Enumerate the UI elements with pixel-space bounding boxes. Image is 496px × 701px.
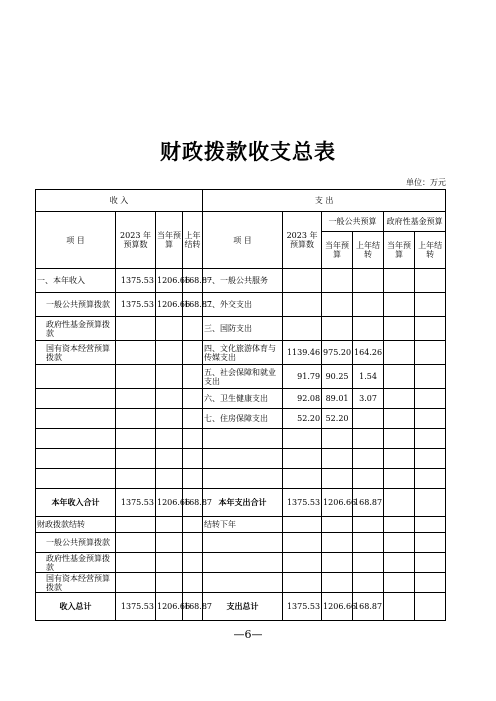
table-cell [322, 469, 353, 489]
table-cell: 三、国防支出 [203, 317, 283, 341]
table-cell [353, 317, 384, 341]
table-cell: 975.20 [322, 341, 353, 365]
table-cell [116, 317, 156, 341]
table-cell [384, 365, 415, 389]
table-cell: 168.87 [353, 593, 384, 621]
table-row [36, 269, 446, 293]
table-cell: 五、社会保障和就业支出 [203, 365, 283, 389]
table-row [36, 341, 446, 365]
table-cell [156, 469, 183, 489]
table-row [36, 533, 446, 553]
table-cell [116, 409, 156, 429]
table-cell [116, 533, 156, 553]
table-cell [322, 573, 353, 593]
table-cell [353, 449, 384, 469]
table-cell [116, 365, 156, 389]
table-cell [384, 489, 415, 517]
table-row [36, 449, 446, 469]
table-cell: 89.01 [322, 389, 353, 409]
table-cell [36, 365, 116, 389]
table-cell: 1206.66 [156, 593, 183, 621]
table-cell [384, 389, 415, 409]
table-cell: 1206.66 [156, 269, 183, 293]
table-cell: 52.20 [322, 409, 353, 429]
table-cell [384, 553, 415, 573]
table-cell [415, 429, 446, 449]
table-cell [156, 365, 183, 389]
table-cell [283, 517, 322, 533]
table-cell [203, 573, 283, 593]
table-cell [156, 429, 183, 449]
general-current-header: 当年预算 [322, 232, 353, 269]
table-cell: 168.87 [183, 293, 203, 317]
table-cell: 本年支出合计 [203, 489, 283, 517]
table-cell: 国有资本经营预算拨款 [36, 341, 116, 365]
expense-budget-header: 2023 年预算数 [283, 212, 322, 269]
table-cell [283, 293, 322, 317]
table-cell [384, 341, 415, 365]
page-title: 财政拨款收支总表 [160, 139, 336, 164]
table-cell [384, 469, 415, 489]
table-cell [283, 269, 322, 293]
page-number: —6— [233, 628, 263, 641]
table-row [36, 389, 446, 409]
table-cell: 1375.53 [116, 293, 156, 317]
fund-current-header: 当年预算 [384, 232, 415, 269]
table-cell [36, 409, 116, 429]
table-cell [183, 365, 203, 389]
table-cell [183, 553, 203, 573]
table-cell [384, 533, 415, 553]
table-cell [156, 553, 183, 573]
expense-item-header: 项 目 [203, 212, 283, 269]
table-row [36, 489, 446, 517]
table-cell: 1375.53 [283, 593, 322, 621]
table-cell [183, 573, 203, 593]
table-cell: 一般公共预算拨款 [36, 533, 116, 553]
table-cell: 1206.66 [156, 489, 183, 517]
table-cell [203, 469, 283, 489]
table-cell [384, 573, 415, 593]
table-cell: 164.26 [353, 341, 384, 365]
table-cell [183, 533, 203, 553]
table-cell [183, 449, 203, 469]
table-cell [36, 389, 116, 409]
table-row [36, 573, 446, 593]
table-cell [322, 449, 353, 469]
table-cell [203, 429, 283, 449]
table-cell [353, 517, 384, 533]
table-cell [384, 517, 415, 533]
table-cell [116, 341, 156, 365]
table-cell [353, 293, 384, 317]
table-cell: 政府性基金预算拨款 [36, 553, 116, 573]
fund-last-header: 上年结转 [415, 232, 446, 269]
table-cell: 收入总计 [36, 593, 116, 621]
table-cell [384, 429, 415, 449]
table-cell [156, 533, 183, 553]
income-current-header: 当年预算 [156, 212, 183, 269]
table-cell [283, 533, 322, 553]
table-cell: 七、住房保障支出 [203, 409, 283, 429]
table-cell: 92.08 [283, 389, 322, 409]
table-cell [384, 293, 415, 317]
table-cell: 52.20 [283, 409, 322, 429]
table-cell [283, 429, 322, 449]
income-last-header: 上年结转 [183, 212, 203, 269]
table-cell: 结转下年 [203, 517, 283, 533]
table-cell: 1139.46 [283, 341, 322, 365]
table-cell [415, 517, 446, 533]
table-cell [322, 429, 353, 449]
budget-table [35, 189, 446, 621]
table-cell [156, 317, 183, 341]
table-cell [183, 429, 203, 449]
table-cell [183, 409, 203, 429]
table-row [36, 365, 446, 389]
table-cell [116, 429, 156, 449]
table-cell [116, 553, 156, 573]
table-cell [322, 533, 353, 553]
table-cell [156, 573, 183, 593]
table-cell [36, 449, 116, 469]
table-cell: 一、本年收入 [36, 269, 116, 293]
table-cell [384, 593, 415, 621]
table-cell: 六、卫生健康支出 [203, 389, 283, 409]
table-cell [156, 389, 183, 409]
table-cell [353, 469, 384, 489]
income-item-header: 项 目 [36, 212, 116, 269]
table-row [36, 317, 446, 341]
table-cell [384, 409, 415, 429]
table-cell [183, 389, 203, 409]
table-cell [353, 573, 384, 593]
table-cell [415, 269, 446, 293]
general-last-header: 上年结转 [353, 232, 384, 269]
table-cell [415, 293, 446, 317]
table-cell [353, 429, 384, 449]
table-cell [183, 341, 203, 365]
table-cell [384, 269, 415, 293]
table-cell: 1375.53 [283, 489, 322, 517]
table-cell: 本年收入合计 [36, 489, 116, 517]
table-cell [183, 469, 203, 489]
table-cell [283, 449, 322, 469]
table-cell [156, 341, 183, 365]
table-cell [415, 365, 446, 389]
table-cell: 财政拨款结转 [36, 517, 116, 533]
table-row [36, 409, 446, 429]
table-cell [415, 593, 446, 621]
table-cell [415, 489, 446, 517]
table-cell [203, 533, 283, 553]
table-cell: 国有资本经营预算拨款 [36, 573, 116, 593]
table-cell [36, 429, 116, 449]
table-cell [415, 449, 446, 469]
table-cell [415, 409, 446, 429]
table-cell [415, 469, 446, 489]
expense-header: 支 出 [203, 190, 446, 212]
table-cell: 一般公共预算拨款 [36, 293, 116, 317]
table-cell [384, 317, 415, 341]
table-cell [415, 389, 446, 409]
table-cell [415, 573, 446, 593]
unit-label: 单位：万元 [406, 178, 446, 187]
table-cell [116, 449, 156, 469]
table-cell: 1206.66 [156, 293, 183, 317]
table-cell: 90.25 [322, 365, 353, 389]
table-cell [415, 341, 446, 365]
table-cell [322, 517, 353, 533]
table-cell: 支出总计 [203, 593, 283, 621]
table-cell [353, 269, 384, 293]
table-cell: 1375.53 [116, 269, 156, 293]
table-cell: 一、一般公共服务 [203, 269, 283, 293]
table-row [36, 517, 446, 533]
table-row [36, 553, 446, 573]
table-cell [283, 469, 322, 489]
table-cell [415, 533, 446, 553]
table-cell [353, 533, 384, 553]
table-cell [116, 469, 156, 489]
table-cell [353, 409, 384, 429]
table-cell [322, 553, 353, 573]
table-cell [156, 517, 183, 533]
table-cell: 1206.66 [322, 489, 353, 517]
gov-fund-header: 政府性基金预算 [384, 212, 446, 232]
table-cell [156, 409, 183, 429]
table-cell [203, 449, 283, 469]
table-cell: 1375.53 [116, 593, 156, 621]
table-cell [36, 469, 116, 489]
table-cell [183, 317, 203, 341]
table-cell [116, 517, 156, 533]
table-cell [415, 317, 446, 341]
table-cell: 1.54 [353, 365, 384, 389]
table-cell: 168.87 [183, 269, 203, 293]
table-cell: 168.87 [183, 489, 203, 517]
table-cell [116, 573, 156, 593]
table-cell: 3.07 [353, 389, 384, 409]
income-budget-header: 2023 年预算数 [116, 212, 156, 269]
table-cell [283, 573, 322, 593]
table-row [36, 469, 446, 489]
table-row [36, 593, 446, 621]
table-cell: 政府性基金预算拨款 [36, 317, 116, 341]
table-cell [283, 317, 322, 341]
general-budget-header: 一般公共预算 [322, 212, 384, 232]
table-cell: 四、文化旅游体育与传媒支出 [203, 341, 283, 365]
income-header: 收 入 [36, 190, 203, 212]
table-cell: 1375.53 [116, 489, 156, 517]
table-cell: 168.87 [353, 489, 384, 517]
table-cell [384, 449, 415, 469]
table-cell [203, 553, 283, 573]
table-cell [183, 517, 203, 533]
table-cell [116, 389, 156, 409]
table-cell [322, 293, 353, 317]
table-body [36, 269, 446, 621]
table-cell: 168.87 [183, 593, 203, 621]
table-row [36, 429, 446, 449]
table-row [36, 293, 446, 317]
table-cell: 1206.66 [322, 593, 353, 621]
table-cell [322, 269, 353, 293]
table-cell: 二、外交支出 [203, 293, 283, 317]
table-cell [322, 317, 353, 341]
table-cell: 91.79 [283, 365, 322, 389]
table-cell [156, 449, 183, 469]
table-cell [415, 553, 446, 573]
table-cell [353, 553, 384, 573]
table-cell [283, 553, 322, 573]
